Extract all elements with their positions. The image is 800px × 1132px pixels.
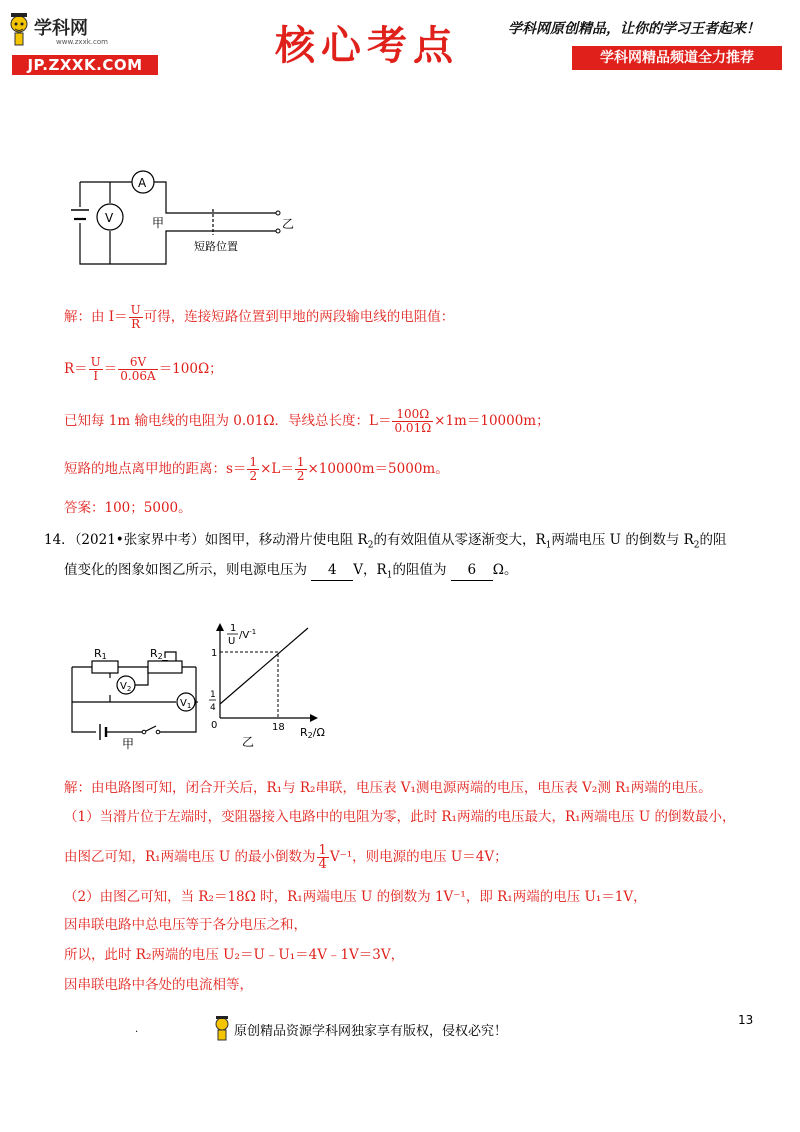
logo-sub: www.zxxk.com bbox=[56, 38, 108, 46]
v1-label: $V_1$ bbox=[180, 698, 192, 710]
q14-blank-2: 6 bbox=[451, 560, 493, 581]
sol14-line4: （2）由图乙可知，当 R₂＝18Ω 时，R₁两端电压 U 的倒数为 1V⁻¹，即 R₁两端的电压 U₁＝1V， bbox=[64, 889, 647, 905]
footer-copyright: 原创精品资源学科网独家享有版权，侵权必究！ bbox=[234, 1024, 508, 1039]
q14-blank-1: 4 bbox=[311, 560, 353, 581]
circuit-diagram-1 bbox=[70, 165, 300, 273]
y-axis-unit: $/V^{-1}$ bbox=[239, 628, 257, 641]
y-tick-1: 1 bbox=[211, 648, 218, 659]
x-axis-label: R2/Ω bbox=[300, 726, 325, 740]
graph-inverse-voltage bbox=[200, 618, 350, 748]
x-tick-18: 18 bbox=[272, 722, 285, 733]
label-short-position: 短路位置 bbox=[194, 240, 238, 253]
label-yi: 乙 bbox=[282, 217, 295, 231]
mascot-icon bbox=[8, 10, 30, 50]
header-slogan: 学科网原创精品，让你的学习王者起来！ bbox=[508, 21, 760, 37]
circuit2-label: 甲 bbox=[122, 737, 135, 750]
sol14-line2: （1）当滑片位于左端时，变阻器接入电路中的电阻为零，此时 R₁两端的电压最大，R₁两端电压 U 的倒数最小， bbox=[64, 809, 736, 825]
sol13-answer: 答案：100；5000。 bbox=[64, 500, 192, 516]
sol14-line1: 解：由电路图可知，闭合开关后，R₁与 R₂串联，电压表 V₁测电源两端的电压，电压表 V₂测 R₁两端的电压。 bbox=[64, 780, 712, 796]
sol14-line3: 由图乙可知，R₁两端电压 U 的最小倒数为 $\frac{1}{4}$ V⁻¹，则电源的电压 U＝4V； bbox=[64, 843, 508, 872]
sol13-line3: 已知每 1m 输电线的电阻为 0.01Ω．导线总长度：L＝ $\frac{100\Omega}{0.01\Omega}$ ×1m＝10000m； bbox=[64, 407, 550, 435]
footer-dot: . bbox=[135, 1024, 139, 1035]
sol14-line7: 因串联电路中各处的电流相等， bbox=[64, 977, 253, 993]
ammeter-label: A bbox=[138, 176, 147, 190]
sol13-line1: 解：由 I＝ $\frac{U}{R}$ 可得，连接短路位置到甲地的两段输电线的电阻值： bbox=[64, 303, 455, 331]
sol13-line2: R＝ $\frac{U}{I}$ ＝ $\frac{6V}{0.06A}$ ＝100Ω； bbox=[64, 355, 223, 383]
sol13-line4: 短路的地点离甲地的距离：s＝ $\frac{1}{2}$ ×L＝ $\frac{1}{2}$ ×10000m＝5000m。 bbox=[64, 455, 449, 483]
page-number: 13 bbox=[738, 1013, 754, 1027]
graph-label: 乙 bbox=[242, 735, 255, 748]
r2-label: R2 bbox=[150, 647, 163, 661]
r1-label: R1 bbox=[94, 647, 107, 661]
y-tick-quarter-den: 4 bbox=[210, 703, 216, 713]
y-tick-quarter-num: 1 bbox=[210, 690, 216, 700]
page-title: 核心考点 bbox=[275, 22, 459, 69]
label-jia: 甲 bbox=[152, 216, 165, 230]
q14-line2: 值变化的图象如图乙所示，则电源电压为 4 V，$R_1$的阻值为 6 Ω。 bbox=[64, 562, 518, 581]
header-banner: 学科网精品频道全力推荐 bbox=[572, 46, 782, 70]
logo-name: 学科网 bbox=[34, 18, 88, 39]
logo bbox=[8, 8, 158, 72]
footer-mascot-icon bbox=[212, 1014, 232, 1044]
v2-label: $V_2$ bbox=[120, 681, 132, 693]
y-axis-num: 1 bbox=[230, 623, 237, 634]
sol14-line5: 因串联电路中总电压等于各分电压之和， bbox=[64, 917, 307, 933]
voltmeter-label: V bbox=[105, 211, 114, 225]
sol14-line6: 所以，此时 R₂两端的电压 U₂＝U﹣U₁＝4V﹣1V＝3V， bbox=[64, 947, 405, 963]
q14-line1: 14．（2021•张家界中考）如图甲，移动滑片使电阻 $R_2$的有效阻值从零逐渐变大，$R_1$两端电压 U 的倒数与 $R_2$的阻 bbox=[44, 532, 727, 551]
circuit-diagram-2 bbox=[66, 640, 206, 750]
logo-url: JP.ZXXK.COM bbox=[12, 55, 158, 75]
y-axis-den: U bbox=[228, 636, 236, 647]
origin-label: 0 bbox=[211, 720, 218, 731]
